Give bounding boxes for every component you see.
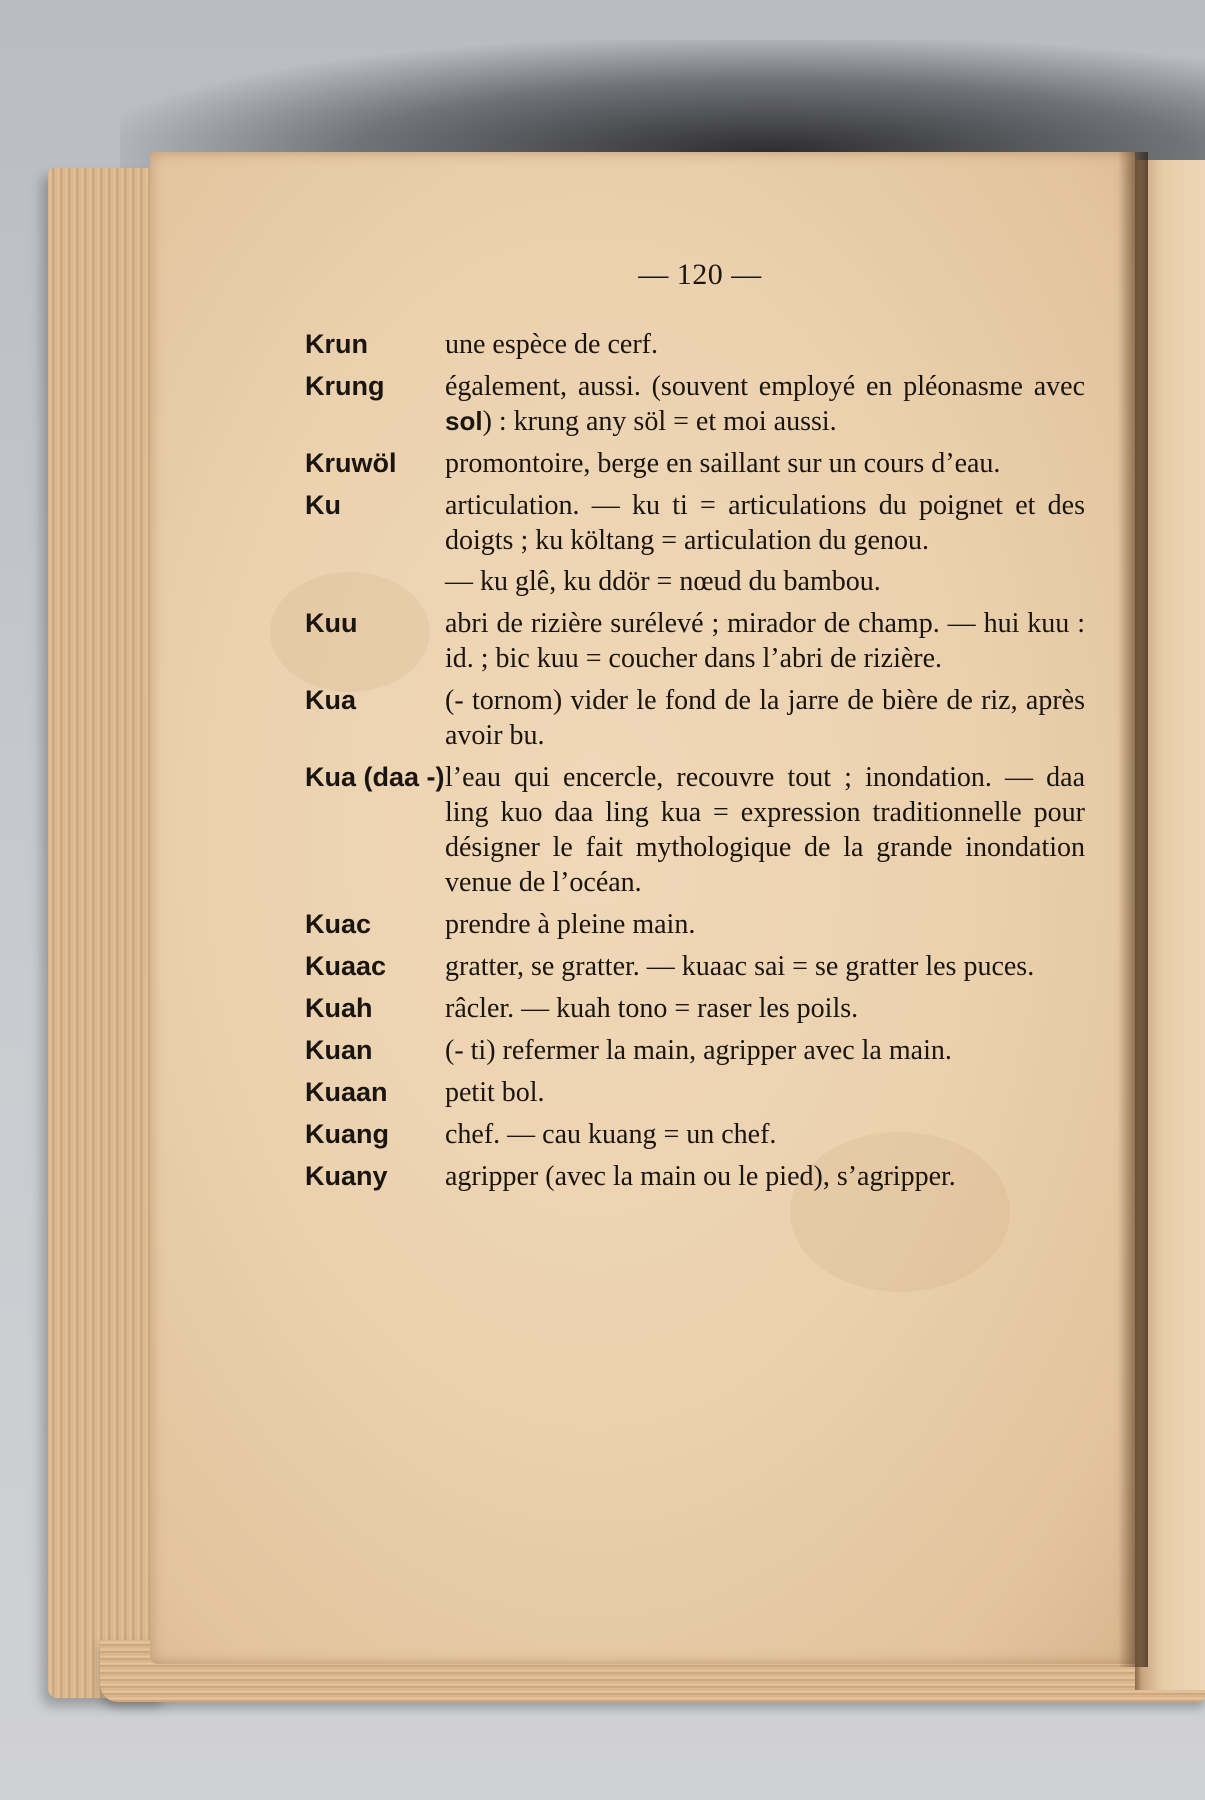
dictionary-entry <box>305 907 1085 942</box>
dictionary-entry <box>305 760 1085 900</box>
dictionary-entry <box>305 1033 1085 1068</box>
definition <box>445 446 1085 481</box>
definition-bold-term: sol <box>445 406 483 436</box>
definition-text: une espèce de cerf. <box>445 329 658 360</box>
headword: Kuang <box>305 1119 389 1149</box>
definition-text: l’eau qui encercle, recouvre tout ; inondation. — daa ling kuo daa ling kua = expression traditionnelle pour désigner le fait mythologique de la grande inondation venue de l’océan. <box>445 762 1085 898</box>
headword: Kuu <box>305 608 358 638</box>
definition <box>445 327 1085 362</box>
definition-text: agripper (avec la main ou le pied), s’agripper. <box>445 1161 956 1192</box>
definition-text-start: également, aussi. (souvent employé en pléonasme avec <box>445 371 1085 402</box>
headword: Kuaac <box>305 951 387 981</box>
definition <box>445 606 1085 676</box>
headword: Kruwöl <box>305 448 397 478</box>
dictionary-entry <box>305 606 1085 676</box>
definition-text: abri de rizière surélevé ; mirador de champ. — hui kuu : id. ; bic kuu = coucher dans l’abri de rizière. <box>445 608 1085 674</box>
dictionary-entry <box>305 369 1085 439</box>
definition <box>445 488 1085 599</box>
headword: Kuah <box>305 993 373 1023</box>
dictionary-entry <box>305 991 1085 1026</box>
definition <box>445 369 1085 439</box>
definition <box>445 949 1085 984</box>
headword: Krung <box>305 371 385 401</box>
definition <box>445 760 1085 900</box>
sub-definition: — ku glê, ku ddör = nœud du bambou. <box>445 566 881 597</box>
definition-text: (- ti) refermer la main, agripper avec la main. <box>445 1035 952 1066</box>
headword: Kuac <box>305 909 372 939</box>
dictionary-entry <box>305 488 1085 599</box>
definition-text <box>445 369 1085 439</box>
definition <box>445 907 1085 942</box>
dictionary-entry <box>305 446 1085 481</box>
definition <box>445 1033 1085 1068</box>
definition <box>445 1159 1085 1194</box>
dictionary-entry <box>305 1075 1085 1110</box>
headword: Kuan <box>305 1035 373 1065</box>
definition-text: petit bol. <box>445 1077 545 1108</box>
dictionary-entry <box>305 949 1085 984</box>
headword: Kuaan <box>305 1077 388 1107</box>
headword: Kua (daa -) <box>305 762 445 792</box>
definition <box>445 683 1085 753</box>
headword: Kuany <box>305 1161 388 1191</box>
definition-text-end: ) : krung any söl = et moi aussi. <box>482 406 837 437</box>
definition-text: chef. — cau kuang = un chef. <box>445 1119 777 1150</box>
dictionary-entries <box>305 327 1085 1201</box>
definition-text: articulation. — ku ti = articulations du poignet et des doigts ; ku költang = articulation du genou. <box>445 490 1085 556</box>
dictionary-entry <box>305 1117 1085 1152</box>
definition-text: (- tornom) vider le fond de la jarre de bière de riz, après avoir bu. <box>445 685 1085 751</box>
dictionary-entry <box>305 683 1085 753</box>
definition <box>445 1075 1085 1110</box>
headword: Kua <box>305 685 357 715</box>
definition-text: prendre à pleine main. <box>445 909 696 940</box>
definition-text: râcler. — kuah tono = raser les poils. <box>445 993 859 1024</box>
dictionary-entry <box>305 1159 1085 1194</box>
page-number: — 120 — <box>638 258 762 291</box>
headword: Ku <box>305 490 341 520</box>
definition-text: promontoire, berge en saillant sur un cours d’eau. <box>445 448 1001 479</box>
definition <box>445 1117 1085 1152</box>
definition-text: gratter, se gratter. — kuaac sai = se gratter les puces. <box>445 951 1035 982</box>
dictionary-entry <box>305 327 1085 362</box>
definition <box>445 991 1085 1026</box>
headword: Krun <box>305 329 368 359</box>
page-gutter <box>1118 152 1148 1667</box>
